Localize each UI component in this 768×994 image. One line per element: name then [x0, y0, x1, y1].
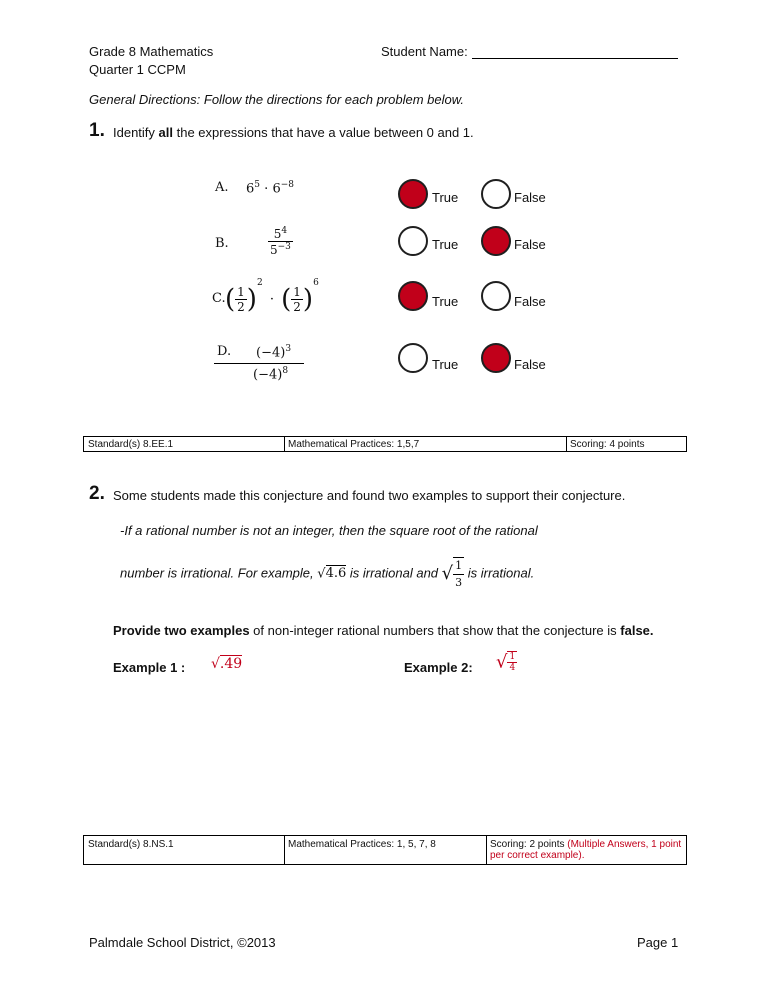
item-d-rule	[214, 363, 304, 364]
item-a-expression: $6^5 \cdot 6^{-8}$	[246, 180, 294, 197]
example-2-label: Example 2:	[404, 660, 473, 675]
quarter-label: Quarter 1 CCPM	[89, 62, 186, 77]
item-d-true-label: True	[432, 357, 459, 372]
q2-instruction: Provide two examples of non-integer rational numbers that show that the conjecture is false.	[113, 623, 654, 638]
item-b-false-radio[interactable]	[481, 226, 511, 256]
item-c-letter: C.	[212, 291, 226, 306]
example-2-answer[interactable]: √ $\frac{1}{4}$	[496, 651, 516, 673]
item-d-letter: D.	[217, 344, 232, 359]
q1-prompt: Identify all the expressions that have a value between 0 and 1.	[113, 125, 474, 140]
item-c-false-label: False	[514, 294, 546, 309]
page-number: Page 1	[637, 935, 679, 950]
item-b-letter: B.	[215, 236, 229, 251]
item-d-numerator: $(-4)^3$	[256, 344, 292, 361]
item-d-denominator: $(-4)^8$	[253, 366, 289, 383]
student-name-label: Student Name:	[381, 44, 468, 59]
item-c-expression: ( $\frac{1}{2}$ )$^2$ · ( $\frac{1}{2}$ )$^6$	[225, 278, 319, 315]
q1-footer-table	[83, 436, 687, 452]
course-title: Grade 8 Mathematics	[89, 44, 214, 59]
q1-practices: Mathematical Practices: 1,5,7	[288, 439, 420, 450]
item-a-true-label: True	[432, 190, 459, 205]
q2-footer-table	[83, 835, 687, 865]
item-b-true-label: True	[432, 237, 459, 252]
general-directions: General Directions: Follow the directions for each problem below.	[89, 92, 465, 107]
q1-number: 1.	[89, 120, 105, 141]
q1-scoring: Scoring: 4 points	[570, 439, 645, 450]
district-copyright: Palmdale School District, ©2013	[89, 935, 276, 950]
example-1-label: Example 1 :	[113, 660, 186, 675]
item-a-false-radio[interactable]	[481, 179, 511, 209]
conjecture-line-2: number is irrational. For example, √4.6 is irrational and √ $\frac{1}{3}$ is irrational.	[120, 559, 535, 589]
item-c-true-radio[interactable]	[398, 281, 428, 311]
student-name-line[interactable]	[472, 58, 678, 59]
item-c-false-radio[interactable]	[481, 281, 511, 311]
q2-practices: Mathematical Practices: 1, 5, 7, 8	[288, 839, 436, 850]
item-b-expression: $\frac{5^4}{5^{-3}}$	[270, 226, 291, 257]
q2-standard: Standard(s) 8.NS.1	[88, 839, 174, 850]
item-d-false-radio[interactable]	[481, 343, 511, 373]
item-b-false-label: False	[514, 237, 546, 252]
q2-prompt: Some students made this conjecture and found two examples to support their conjecture.	[113, 488, 626, 503]
item-d-false-label: False	[514, 357, 546, 372]
q2-number: 2.	[89, 483, 105, 504]
q2-scoring: Scoring: 2 points (Multiple Answers, 1 point per correct example).	[490, 839, 682, 861]
q1-standard: Standard(s) 8.EE.1	[88, 439, 174, 450]
item-d-true-radio[interactable]	[398, 343, 428, 373]
item-b-true-radio[interactable]	[398, 226, 428, 256]
item-a-letter: A.	[215, 180, 229, 195]
item-a-false-label: False	[514, 190, 546, 205]
conjecture-line-1: -If a rational number is not an integer, then the square root of the rational	[120, 523, 538, 538]
example-1-answer[interactable]: √.49	[211, 656, 243, 672]
item-a-true-radio[interactable]	[398, 179, 428, 209]
item-c-true-label: True	[432, 294, 459, 309]
